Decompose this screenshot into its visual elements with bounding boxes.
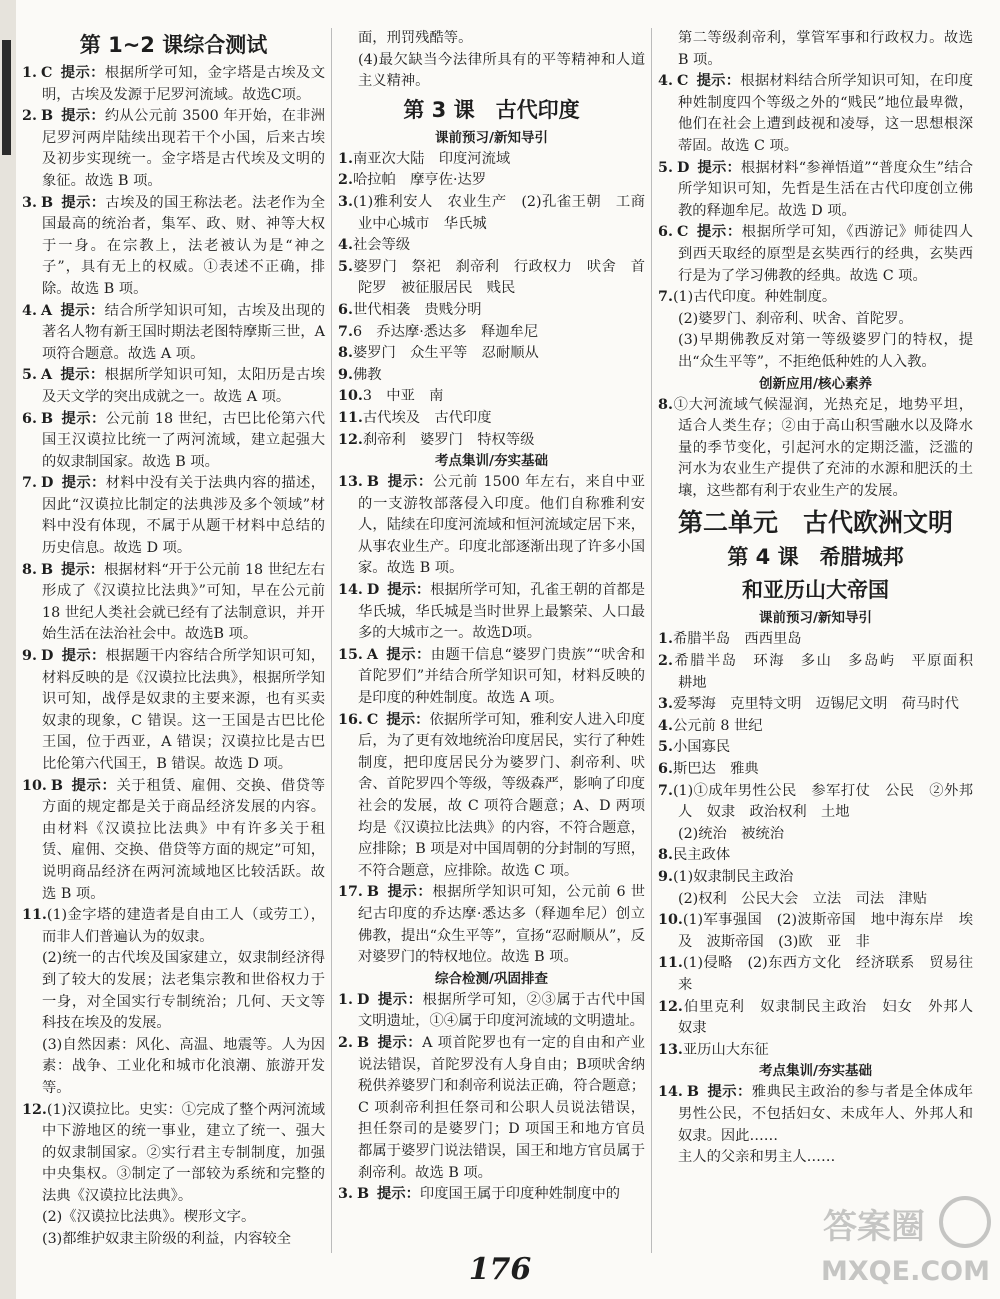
answer-item xyxy=(658,997,988,1040)
answer-number: 4. xyxy=(338,237,353,254)
answer-continuation: (2)统一的古代埃及国家建立，奴隶制经济得到了较大的发展；法老集宗教和世俗权力于一身，对全国实行专制统治；几何、天文等科技在埃及的发展。 xyxy=(42,950,325,1032)
answer-item xyxy=(22,646,325,776)
answer-choice: A xyxy=(40,302,53,319)
answer-number: 4. xyxy=(658,717,673,734)
answer-choice: C xyxy=(676,73,689,90)
answer-item xyxy=(22,776,325,906)
answer-number: 12. xyxy=(22,1101,47,1118)
answer-item xyxy=(658,910,973,953)
answer-continuation: (2)婆罗门、刹帝利、吠舍、首陀罗。 xyxy=(678,310,913,327)
answer-item xyxy=(338,386,645,408)
answer-text: 小国寡民 xyxy=(672,739,731,756)
answer-text: 关于租赁、雇佣、交换、借贷等方面的规定都是关于商品经济发展的内容。由材料《汉谟拉比法典》中有许多关于租赁、雇佣、交换、借贷等方面的规定”可知，说明商品经济在两河流域地区比较活跃。故选 B 项。 xyxy=(42,777,326,902)
answer-item xyxy=(658,158,973,223)
answer-text: 古埃及的国王称法老。法老作为全国最高的统治者，集军、政、财、神等大权于一身。在宗教上，法老被认为是“神之子”，具有无上的权威。①表述不正确，排除。故选 B 项。 xyxy=(42,194,326,297)
answer-text: 刹帝利 婆罗门 特权等级 xyxy=(362,431,535,448)
answer-number: 7. xyxy=(658,289,673,306)
answer-item xyxy=(658,395,973,503)
answer-text: 约从公元前 3500 年开始，在非洲尼罗河两岸陆续出现若干个小国，后来古埃及初步实现统一。金字塔是古代埃及文明的象征。故选 B 项。 xyxy=(42,108,325,189)
answer-text: 根据所学可知，《西游记》师徒四人到西天取经的原型是玄奘西行的经典，玄奘西行是为了学习佛教的经典。故选 C 项。 xyxy=(678,224,973,284)
answer-number: 9. xyxy=(22,648,37,665)
answer-number: 14. xyxy=(338,582,363,599)
answer-item xyxy=(338,192,645,235)
answer-number: 9. xyxy=(658,869,673,885)
watermark-bottom: MXQE.COM xyxy=(821,1256,990,1287)
answer-number: 3. xyxy=(22,194,37,211)
answer-number: 10. xyxy=(658,912,683,929)
answer-number: 1. xyxy=(658,631,673,648)
answer-choice: B xyxy=(356,1034,370,1051)
hint-label: 提示： xyxy=(386,711,430,728)
unit-title: 第二单元 古代欧洲文明 xyxy=(677,508,953,538)
hint-label: 提示： xyxy=(387,582,431,599)
answer-continuation: 主人的父亲和男主人…… xyxy=(678,1149,836,1166)
lesson-title: 和亚历山大帝国 xyxy=(742,578,889,603)
answer-item xyxy=(22,301,325,366)
answer-text: 世代相袭 贵贱分明 xyxy=(352,301,482,318)
answer-choice: A xyxy=(366,646,378,663)
section-heading: 考点集训/夯实基础 xyxy=(435,453,548,470)
answer-item xyxy=(338,343,645,365)
column-3 xyxy=(658,28,988,1169)
column-2 xyxy=(338,28,645,1206)
answer-number: 3. xyxy=(658,696,673,713)
answer-number: 11. xyxy=(338,409,363,426)
answer-item xyxy=(658,1082,973,1147)
answer-number: 13. xyxy=(658,1041,683,1058)
hint-label: 提示： xyxy=(60,367,105,384)
answer-text: (1)①成年男性公民 参军打仗 公民 ②外邦人 奴隶 政治权利 土地 xyxy=(672,782,973,821)
answer-item xyxy=(658,629,973,651)
answer-choice: B xyxy=(686,1084,699,1101)
hint-label: 提示： xyxy=(60,302,105,319)
answer-number: 4. xyxy=(658,73,673,90)
answer-text: 根据所学知识可知，太阳历是古埃及天文学的突出成就之一。故选 A 项。 xyxy=(42,367,326,405)
answer-number: 6. xyxy=(658,761,673,778)
answer-continuation: (2)统治 被统治 xyxy=(678,825,785,842)
answer-item xyxy=(658,845,973,867)
hint-label: 提示： xyxy=(386,474,433,491)
answer-text: 材料中没有关于法典内容的描述，因此“汉谟拉比制定的法典涉及多个领域”材料中没有体现，不属于从题干材料中总结的历史信息。故选 D 项。 xyxy=(42,475,326,557)
answer-number: 13. xyxy=(338,474,363,491)
answer-item xyxy=(338,882,645,968)
answer-item xyxy=(658,867,973,889)
section-heading: 课前预习/新知导引 xyxy=(435,129,548,146)
answer-text: 3 中亚 南 xyxy=(362,388,444,405)
answer-text: 根据所学知识可知，公元前 6 世纪古印度的乔达摩·悉达多（释迦牟尼）创立佛教，提出“众生平等”，宣扬“忍耐顺从”，反对婆罗门的特权地位。故选 B 项。 xyxy=(358,884,645,966)
answer-text: 哈拉帕 摩亨佐·达罗 xyxy=(352,172,487,189)
answer-number: 1. xyxy=(22,65,37,81)
answer-continuation: (2)《汉谟拉比法典》。楔形文字。 xyxy=(42,1209,256,1226)
answer-text: (1)侵略 (2)东西方文化 经济联系 贸易往来 xyxy=(678,955,973,993)
column-divider xyxy=(651,28,652,1253)
page-binding-edge xyxy=(0,0,16,1299)
answer-item xyxy=(338,408,645,430)
answer-item xyxy=(338,235,645,257)
hint-label: 提示： xyxy=(377,991,423,1008)
answer-text: (1)汉谟拉比。史实：①完成了整个两河流域中下游地区的统一事业，建立了统一、强大的奴隶制国家。②实行君主专制制度，加强中央集权。③制定了一部较为系统和完整的法典《汉谟拉比法典》。 xyxy=(42,1101,325,1204)
answer-text: 根据材料“开于公元前 18 世纪左右形成了《汉谟拉比法典》”可知，早在公元前 18 世纪人类社会就已经有了法制意识，并开始生活在法治社会中。故选B 项。 xyxy=(42,561,326,643)
answer-text: 希腊半岛 西西里岛 xyxy=(672,631,802,648)
answer-item xyxy=(658,737,973,759)
hint-label: 提示： xyxy=(61,194,106,211)
answer-choice: B xyxy=(366,884,379,901)
answer-item xyxy=(338,580,645,645)
lesson-title: 第 4 课 希腊城邦 xyxy=(727,545,904,570)
answer-item xyxy=(338,990,645,1033)
hint-label: 提示： xyxy=(61,475,106,492)
answer-number: 3. xyxy=(338,193,353,210)
answer-choice: C xyxy=(40,65,53,81)
answer-item xyxy=(658,71,973,157)
answer-number: 12. xyxy=(658,998,683,1015)
answer-item xyxy=(338,149,645,171)
answer-text: (1)金字塔的建造者是自由工人（或劳工），而非人们普遍认为的奴隶。 xyxy=(42,907,325,945)
answer-number: 17. xyxy=(338,884,363,901)
hint-label: 提示： xyxy=(60,65,105,81)
answer-text: 婆罗门 众生平等 忍耐顺从 xyxy=(352,345,539,362)
answer-text: 依据所学可知，雅利安人进入印度后，为了更有效地统治印度居民，实行了种姓制度，把印度居民分为婆罗门、刹帝利、吠舍、首陀罗四个等级，等级森严，影响了印度社会的发展，故 C 项符合题意；A、D 两项均是《汉谟拉比法典》的内容，不符合题意，应排除；B 项是对中国周朝的分封制的写照，不符合题意，应排除。故选 C 项。 xyxy=(358,711,646,879)
answer-number: 6. xyxy=(22,410,37,427)
answer-item xyxy=(22,106,325,192)
binding-bar xyxy=(2,40,11,155)
answer-choice: A xyxy=(40,367,53,384)
answer-text: 婆罗门 祭祀 刹帝利 行政权力 吠舍 首陀罗 被征服居民 贱民 xyxy=(352,258,645,297)
answer-number: 2. xyxy=(338,172,353,189)
section-heading: 课前预习/新知导引 xyxy=(759,610,872,627)
answer-text: 雅典民主政治的参与者是全体成年男性公民，不包括妇女、未成年人、外邦人和奴隶。因此…… xyxy=(678,1084,974,1144)
answer-text: 爱琴海 克里特文明 迈锡尼文明 荷马时代 xyxy=(672,696,959,713)
answer-continuation: (3)都维护奴隶主阶级的利益，内容较全 xyxy=(42,1231,291,1248)
answer-text: 社会等级 xyxy=(352,237,411,254)
answer-continuation: (3)自然因素：风化、高温、地震等。人为因素：战争、工业化和城市化浪潮、旅游开发等。 xyxy=(42,1036,325,1096)
answer-text: 印度国王属于印度种姓制度中的 xyxy=(419,1186,621,1203)
answer-text: 根据材料“参禅悟道”“普度众生”结合所学知识可知，先哲是生活在古代印度创立佛教的释迦牟尼。故选 D 项。 xyxy=(678,159,973,219)
answer-text: 亚历山大东征 xyxy=(682,1041,769,1058)
answer-text: A 项首陀罗也有一定的自由和产业说法错误，首陀罗没有人身自由；B项吠舍纳税供养婆罗门和刹帝利说法正确，符合题意；C 项刹帝利担任祭司和公职人员说法错误，担任祭司的是婆罗门；D 项国王和地方官员都属于婆罗门说法错误，国王和地方官员属于刹帝利。故选 B 项。 xyxy=(358,1034,645,1181)
answer-number: 14. xyxy=(658,1084,683,1101)
answer-choice: D xyxy=(40,475,54,492)
answer-item xyxy=(338,257,645,300)
answer-item xyxy=(658,953,973,996)
answer-text: 佛教 xyxy=(352,366,382,383)
answer-text: 根据所学可知，孔雀王朝的首都是华氏城，华氏城是当时世界上最繁荣、人口最多的大城市之一。故选D项。 xyxy=(358,582,646,642)
answer-text: 结合所学知识可知，古埃及出现的著名人物有新王国时期法老图特摩斯三世，A 项符合题意。故选 A 项。 xyxy=(42,302,326,362)
hint-label: 提示： xyxy=(706,1084,752,1101)
watermark-logo xyxy=(815,1190,995,1290)
answer-item xyxy=(338,1033,645,1184)
answer-item xyxy=(22,905,325,948)
answer-number: 4. xyxy=(22,302,37,319)
section-heading: 考点集训/夯实基础 xyxy=(759,1063,872,1080)
answer-item xyxy=(658,222,973,287)
hint-label: 提示： xyxy=(61,410,106,427)
answer-choice: B xyxy=(40,108,54,125)
hint-label: 提示： xyxy=(697,159,741,176)
answer-number: 3. xyxy=(338,1186,353,1203)
answer-choice: C xyxy=(676,224,689,241)
answer-number: 9. xyxy=(338,366,353,383)
answer-text: 6 乔达摩·悉达多 释迦牟尼 xyxy=(352,323,539,340)
answer-choice: B xyxy=(40,561,54,578)
answer-item xyxy=(658,287,973,309)
answer-item xyxy=(658,781,973,824)
hint-label: 提示： xyxy=(70,777,117,794)
answer-text: 公元前 18 世纪，古巴比伦第六代国王汉谟拉比统一了两河流域，建立起强大的奴隶制国家。故选 B 项。 xyxy=(42,410,326,470)
answer-number: 2. xyxy=(658,653,673,670)
answer-choice: B xyxy=(366,474,379,491)
answer-continuation: (2)权利 公民大会 立法 司法 津贴 xyxy=(678,890,927,907)
answer-text: (1)古代印度。种姓制度。 xyxy=(672,289,837,306)
answer-number: 2. xyxy=(338,1034,353,1051)
answer-number: 5. xyxy=(338,258,353,275)
answer-item xyxy=(22,1100,325,1208)
hint-label: 提示： xyxy=(696,224,742,241)
answer-choice: C xyxy=(366,711,379,728)
lesson-title: 第 3 课 古代印度 xyxy=(403,97,580,122)
answer-item xyxy=(338,322,645,344)
answer-item xyxy=(658,759,973,781)
watermark-top: 答案圈 xyxy=(823,1207,925,1247)
answer-number: 5. xyxy=(22,367,37,384)
answer-text: (1)雅利安人 农业生产 (2)孔雀王朝 工商业中心城市 华氏城 xyxy=(352,193,645,232)
section-heading: 创新应用/核心素养 xyxy=(759,375,872,392)
hint-label: 提示： xyxy=(377,1186,420,1203)
answer-number: 12. xyxy=(338,431,363,448)
hint-label: 提示： xyxy=(61,561,105,578)
answer-item xyxy=(22,560,325,646)
answer-text: 斯巴达 雅典 xyxy=(672,761,759,778)
answer-text: (1)奴隶制民主政治 xyxy=(672,869,794,885)
section-heading: 综合检测/巩固排查 xyxy=(435,970,548,987)
hint-label: 提示： xyxy=(386,884,433,901)
answer-continuation: (4)最欠缺当今法律所具有的平等精神和人道主义精神。 xyxy=(358,51,645,90)
answer-choice: D xyxy=(366,582,380,599)
column-divider xyxy=(331,28,332,1253)
answer-choice: D xyxy=(356,991,370,1008)
answer-item xyxy=(22,365,325,408)
answer-text: 根据题干内容结合所学知识可知，材料反映的是《汉谟拉比法典》，根据所学知识可知，战俘是奴隶的主要来源，也有买卖奴隶的现象，C 错误。这一王国是古巴比伦王国，位于西亚，A 错误；汉谟拉比是古巴比伦第六代国王，B 错误。故选 D 项。 xyxy=(42,648,326,772)
answer-continuation: 第二等级刹帝利，掌管军事和行政权力。故选 B 项。 xyxy=(678,30,973,68)
answer-text: 公元前 1500 年左右，来自中亚的一支游牧部落侵入印度。他们自称雅利安人，陆续在印度河流域和恒河流域定居下来，从事农业生产。印度北部逐渐出现了许多小国家。故选 B 项。 xyxy=(358,474,645,577)
answer-text: 古代埃及 古代印度 xyxy=(362,409,492,426)
answer-item xyxy=(22,193,325,301)
answer-text: 由题干信息“婆罗门贵族”“吠舍和首陀罗们”并结合所学知识可知，材料反映的是印度的种姓制度。故选 A 项。 xyxy=(358,646,645,707)
answer-number: 6. xyxy=(338,301,353,318)
answer-item xyxy=(338,300,645,322)
answer-number: 5. xyxy=(658,739,673,756)
answer-text: 希腊半岛 环海 多山 多岛屿 平原面积 耕地 xyxy=(672,653,988,691)
answer-item xyxy=(338,170,645,192)
answer-number: 15. xyxy=(338,646,363,663)
answer-number: 10. xyxy=(338,388,363,405)
answer-choice: B xyxy=(50,777,63,794)
answer-number: 16. xyxy=(338,711,363,728)
answer-choice: B xyxy=(40,194,54,211)
answer-text: 根据所学可知，金字塔是古埃及文明，古埃及发源于尼罗河流域。故选C项。 xyxy=(42,65,326,103)
answer-text: 民主政体 xyxy=(672,847,731,864)
answer-text: 根据材料结合所学知识可知，在印度种姓制度四个等级之外的“贱民”地位最卑微，他们在社会上遭到歧视和凌辱，这一思想根深蒂固。故选 C 项。 xyxy=(678,73,974,154)
answer-choice: B xyxy=(40,410,54,427)
answer-item xyxy=(22,409,325,474)
answer-text: 公元前 8 世纪 xyxy=(672,717,763,734)
answer-item xyxy=(658,694,973,716)
answer-number: 8. xyxy=(658,847,673,864)
hint-label: 提示： xyxy=(61,108,105,125)
answer-item xyxy=(338,430,645,452)
hint-label: 提示： xyxy=(385,646,431,663)
answer-number: 1. xyxy=(338,991,353,1008)
answer-choice: D xyxy=(676,159,690,176)
answer-number: 7. xyxy=(22,475,37,492)
answer-number: 6. xyxy=(658,224,673,241)
lesson-title: 第 1~2 课综合测试 xyxy=(79,33,268,57)
answer-item xyxy=(338,472,645,580)
answer-number: 10. xyxy=(22,777,47,794)
answer-number: 8. xyxy=(338,345,353,362)
answer-text: (1)军事强国 (2)波斯帝国 地中海东岸 埃及 波斯帝国 (3)欧 亚 非 xyxy=(678,912,973,950)
answer-text: 伯里克利 奴隶制民主政治 妇女 外邦人 奴隶 xyxy=(678,998,988,1037)
answer-text: 根据所学可知，②③属于古代中国文明遗址，①④属于印度河流域的文明遗址。 xyxy=(358,991,646,1030)
answer-item xyxy=(22,63,325,106)
answer-item xyxy=(338,710,645,883)
answer-item xyxy=(658,1040,973,1062)
hint-label: 提示： xyxy=(696,73,741,90)
page-number: 176 xyxy=(468,1252,532,1287)
answer-number: 7. xyxy=(658,782,673,799)
answer-item xyxy=(338,1184,645,1206)
answer-number: 7. xyxy=(338,323,353,340)
answer-number: 5. xyxy=(658,159,673,176)
answer-number: 1. xyxy=(338,150,353,167)
answer-item xyxy=(658,716,973,738)
answer-text: ①大河流域气候湿润，光热充足，地势平坦，适合人类生存；②由于高山积雪融水以及降水量的季节变化，引起河水的定期泛滥，泛滥的河水为农业生产提供了充沛的水源和肥沃的土壤，这些都有利于农业生产的发展。 xyxy=(672,396,973,499)
answer-number: 11. xyxy=(658,955,683,972)
answer-continuation: 面，刑罚残酷等。 xyxy=(358,30,473,46)
answer-item xyxy=(338,365,645,387)
hint-label: 提示： xyxy=(61,648,106,665)
answer-item xyxy=(22,473,325,559)
answer-number: 2. xyxy=(22,108,37,125)
answer-number: 11. xyxy=(22,907,47,924)
answer-choice: B xyxy=(356,1186,370,1203)
hint-label: 提示： xyxy=(377,1034,423,1051)
answer-continuation: (3)早期佛教反对第一等级婆罗门的特权，提出“众生平等”，不拒绝低种姓的人入教。 xyxy=(678,332,973,370)
answer-item xyxy=(338,645,645,710)
answer-choice: D xyxy=(40,648,54,665)
answer-number: 8. xyxy=(22,561,37,578)
answer-number: 8. xyxy=(658,396,673,413)
column-1 xyxy=(22,28,325,1251)
answer-item xyxy=(658,651,988,694)
answer-text: 南亚次大陆 印度河流域 xyxy=(352,150,511,167)
